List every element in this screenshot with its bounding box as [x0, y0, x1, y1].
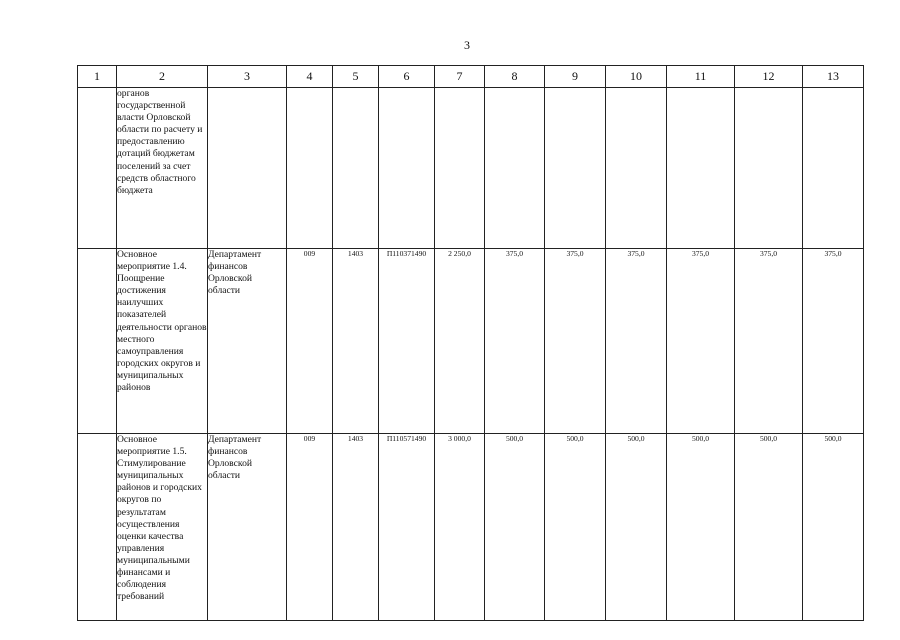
cell-c11: [667, 88, 735, 249]
cell-c5: 1403: [333, 249, 379, 434]
cell-c4: 009: [287, 249, 333, 434]
cell-c5: [333, 88, 379, 249]
cell-col1: [78, 434, 117, 621]
cell-c9: 500,0: [545, 434, 606, 621]
column-header-13: 13: [803, 66, 864, 88]
cell-c10: 500,0: [606, 434, 667, 621]
cell-c6: П110371490: [379, 249, 435, 434]
column-header-3: 3: [208, 66, 287, 88]
cell-executor: Департамент финансов Орловской области: [208, 249, 287, 434]
cell-description: Основное мероприятие 1.5. Стимулирование муниципальных районов и городских округов по результатам осуществления оценки качества управления муниципальными финансами и соблюдения требований: [117, 434, 208, 621]
cell-c8: [485, 88, 545, 249]
column-header-8: 8: [485, 66, 545, 88]
table-row: [78, 434, 864, 621]
cell-c11: 375,0: [667, 249, 735, 434]
cell-col1: [78, 249, 117, 434]
column-header-4: 4: [287, 66, 333, 88]
column-header-11: 11: [667, 66, 735, 88]
cell-c12: 375,0: [735, 249, 803, 434]
cell-c13: 500,0: [803, 434, 864, 621]
column-header-9: 9: [545, 66, 606, 88]
cell-c7: 2 250,0: [435, 249, 485, 434]
budget-table: [77, 65, 864, 621]
page-number: 3: [464, 38, 470, 52]
column-header-1: 1: [78, 66, 117, 88]
cell-c7: 3 000,0: [435, 434, 485, 621]
cell-c12: 500,0: [735, 434, 803, 621]
cell-c4: 009: [287, 434, 333, 621]
table-row: [78, 88, 864, 249]
table-row: [78, 249, 864, 434]
column-header-10: 10: [606, 66, 667, 88]
cell-c6: [379, 88, 435, 249]
column-header-5: 5: [333, 66, 379, 88]
cell-c7: [435, 88, 485, 249]
cell-description: Основное мероприятие 1.4. Поощрение достижения наилучших показателей деятельности органов местного самоуправления городских округов и муниципальных районов: [117, 249, 208, 434]
column-header-7: 7: [435, 66, 485, 88]
cell-c9: 375,0: [545, 249, 606, 434]
cell-c9: [545, 88, 606, 249]
column-header-12: 12: [735, 66, 803, 88]
cell-executor: [208, 88, 287, 249]
cell-c6: П110571490: [379, 434, 435, 621]
cell-c8: 500,0: [485, 434, 545, 621]
column-header-2: 2: [117, 66, 208, 88]
cell-c5: 1403: [333, 434, 379, 621]
cell-c13: 375,0: [803, 249, 864, 434]
cell-executor: Департамент финансов Орловской области: [208, 434, 287, 621]
cell-c4: [287, 88, 333, 249]
cell-col1: [78, 88, 117, 249]
cell-c13: [803, 88, 864, 249]
cell-c12: [735, 88, 803, 249]
column-header-6: 6: [379, 66, 435, 88]
cell-description: органов государственной власти Орловской области по расчету и предоставлению дотаций бюджетам поселений за счет средств областного бюджета: [117, 88, 208, 249]
cell-c8: 375,0: [485, 249, 545, 434]
header-row: [78, 66, 864, 88]
cell-c10: 375,0: [606, 249, 667, 434]
cell-c10: [606, 88, 667, 249]
cell-c11: 500,0: [667, 434, 735, 621]
